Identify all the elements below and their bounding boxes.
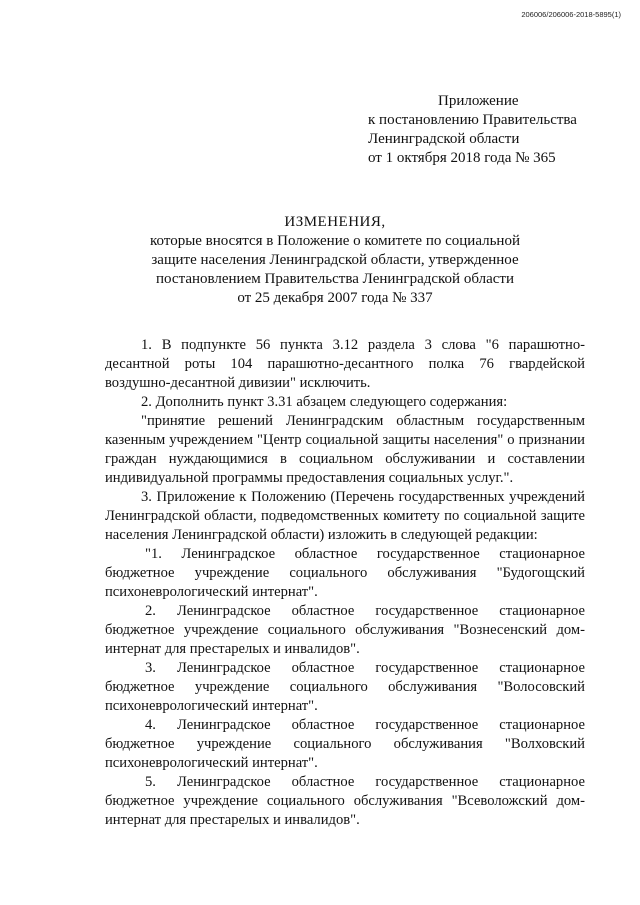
approval-date: от 1 октября 2018 года № 365 [368,150,556,166]
document-id: 206006/206006-2018-5895(1) [521,10,621,19]
list-item: 5. Ленинградское областное государственное стационарное бюджетное учреждение социального обслуживания "Всеволожский дом-интернат для престарелых и инвалидов". [105,774,585,828]
paragraph-1: 1. В подпункте 56 пункта 3.12 раздела 3 слова "6 парашютно-десантной роты 104 парашютно-десантного полка 76 гвардейской воздушно-десантной дивизии" исключить. [105,337,585,391]
approval-line: к постановлению Правительства [368,112,577,128]
heading-line: которые вносятся в Положение о комитете по социальной [150,233,520,249]
heading-line: от 25 декабря 2007 года № 337 [237,290,433,306]
heading-title: ИЗМЕНЕНИЯ, [284,214,386,230]
heading-line: защите населения Ленинградской области, утвержденное [151,252,519,268]
list-item: 2. Ленинградское областное государственное стационарное бюджетное учреждение социального обслуживания "Вознесенский дом-интернат для престарелых и инвалидов". [105,603,585,657]
document-body [105,336,585,830]
paragraph-2: 2. Дополнить пункт 3.31 абзацем следующего содержания: [141,394,508,410]
paragraph-2-quote: "принятие решений Ленинградским областным государственным казенным учреждением "Центр социальной защиты населения" о признании граждан нуждающимися в социальном обслуживании и составлении индивидуальной программы предоставления социальных услуг.". [105,413,585,486]
approval-block [368,92,618,168]
paragraph-3: 3. Приложение к Положению (Перечень государственных учреждений Ленинградской области, подведомственных комитету по социальной защите населения Ленинградской области) изложить в следующей редакции: [105,489,585,543]
list-item: 3. Ленинградское областное государственное стационарное бюджетное учреждение социального обслуживания "Волосовский психоневрологический интернат". [105,660,585,714]
approval-title: Приложение [438,93,519,109]
document-heading [140,213,530,308]
list-item: "1. Ленинградское областное государственное стационарное бюджетное учреждение социального обслуживания "Будогощский психоневрологический интернат". [105,546,585,600]
approval-line: Ленинградской области [368,131,520,147]
list-item: 4. Ленинградское областное государственное стационарное бюджетное учреждение социального обслуживания "Волховский психоневрологический интернат". [105,717,585,771]
heading-line: постановлением Правительства Ленинградской области [156,271,514,287]
